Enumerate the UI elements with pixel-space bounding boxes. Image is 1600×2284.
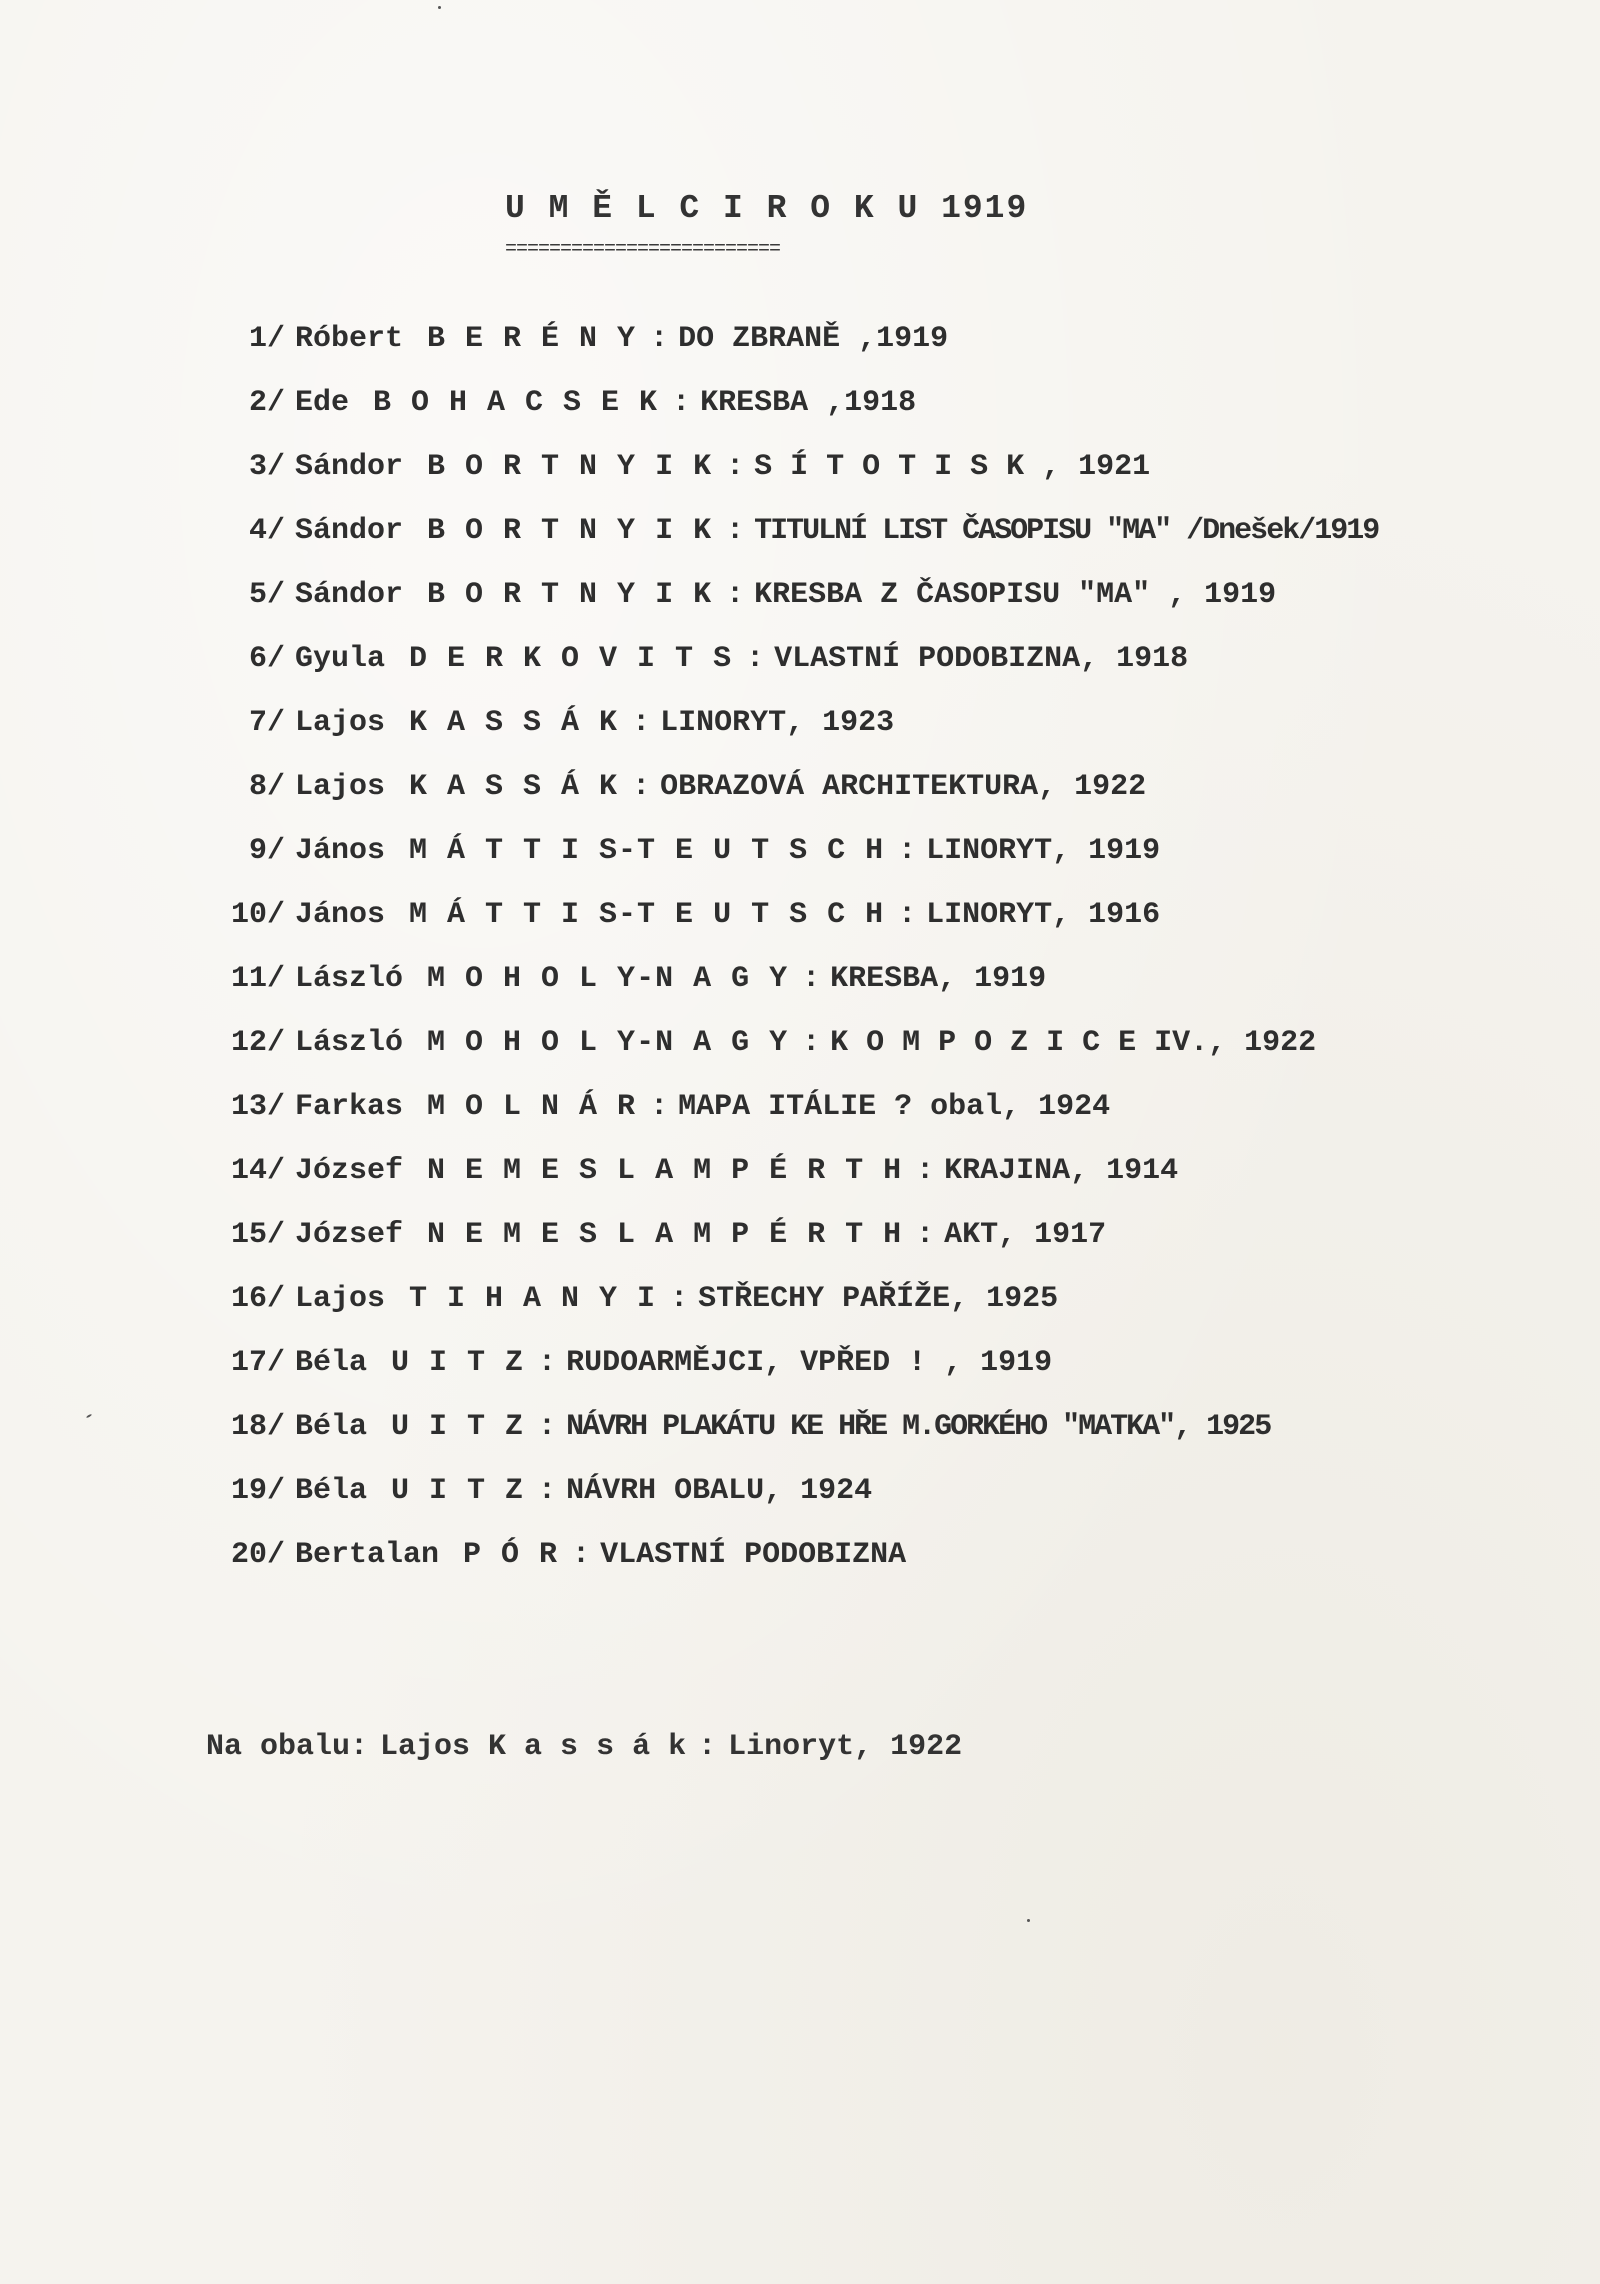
cover-note-label: Na obalu: [206,1730,369,1764]
title-underline: ========================= [505,238,781,261]
cover-note [206,1730,974,1764]
list-item: 9/ János M Á T T I S-T E U T S C H : LINORYT, 1919 [248,834,1161,868]
paper-speck [86,1414,92,1419]
list-item: 11/ László M O H O L Y-N A G Y : KRESBA, 1919 [230,962,1047,996]
paper-speck [438,6,441,9]
list-item: 3/ Sándor B O R T N Y I K : S Í T O T I S K , 1921 [248,450,1151,484]
list-item: 14/ József N E M E S L A M P É R T H : KRAJINA, 1914 [230,1154,1179,1188]
list-item: 7/ Lajos K A S S Á K : LINORYT, 1923 [248,706,895,740]
list-item: 2/ Ede B O H A C S E K : KRESBA ,1918 [248,386,917,420]
list-item: 1/ Róbert B E R É N Y : DO ZBRANĚ ,1919 [248,322,949,356]
list-item: 19/ Béla U I T Z : NÁVRH OBALU, 1924 [230,1474,873,1508]
cover-note-name: Lajos K a s s á k [380,1730,687,1764]
cover-note-sep: : [698,1730,717,1764]
list-item: 8/ Lajos K A S S Á K : OBRAZOVÁ ARCHITEKTURA, 1922 [248,770,1147,804]
list-item: 12/ László M O H O L Y-N A G Y : K O M P O Z I C E IV., 1922 [230,1026,1317,1060]
cover-note-work: Linoryt, 1922 [728,1730,963,1764]
list-item: 18/ Béla U I T Z : NÁVRH PLAKÁTU KE HŘE M.GORKÉHO "MATKA", 1925 [230,1410,1271,1444]
list-item: 16/ Lajos T I H A N Y I : STŘECHY PAŘÍŽE, 1925 [230,1282,1059,1316]
page-title: U M Ě L C I R O K U 1919 [505,190,1029,227]
list-item: 20/ Bertalan P Ó R : VLASTNÍ PODOBIZNA [230,1538,907,1572]
paper-speck [1027,1919,1030,1922]
list-item: 13/ Farkas M O L N Á R : MAPA ITÁLIE ? obal, 1924 [230,1090,1111,1124]
list-item: 4/ Sándor B O R T N Y I K : TITULNÍ LIST ČASOPISU "MA" /Dnešek/1919 [248,514,1379,548]
list-item: 15/ József N E M E S L A M P É R T H : AKT, 1917 [230,1218,1107,1252]
list-item: 17/ Béla U I T Z : RUDOARMĚJCI, VPŘED ! , 1919 [230,1346,1053,1380]
list-item: 10/ János M Á T T I S-T E U T S C H : LINORYT, 1916 [230,898,1161,932]
list-item: 5/ Sándor B O R T N Y I K : KRESBA Z ČASOPISU "MA" , 1919 [248,578,1277,612]
list-item: 6/ Gyula D E R K O V I T S : VLASTNÍ PODOBIZNA, 1918 [248,642,1189,676]
